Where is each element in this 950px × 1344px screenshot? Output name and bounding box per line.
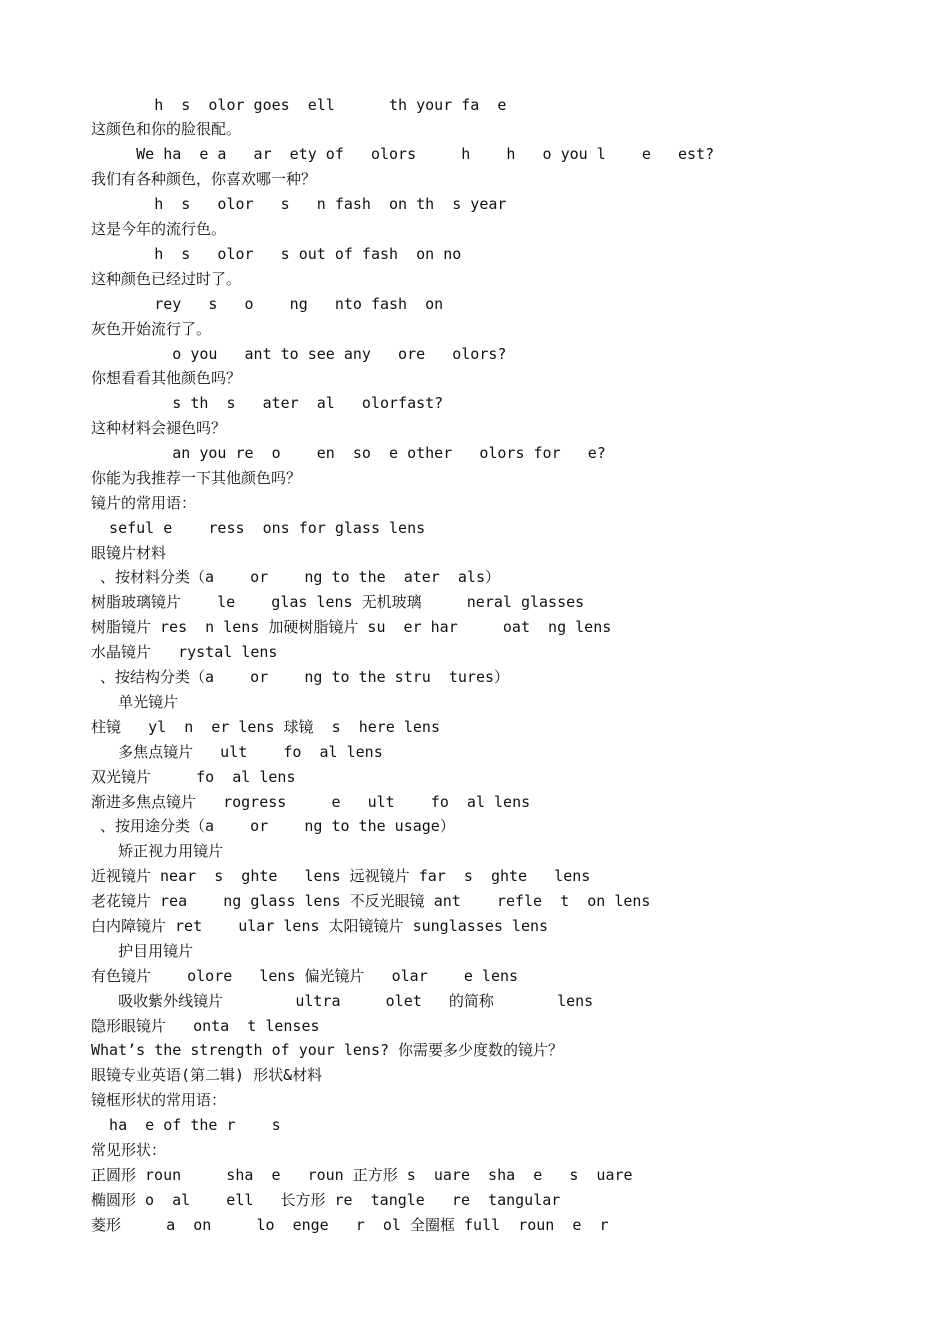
line-32: 近视镜片 near s ghte lens 远视镜片 far s ghte lens bbox=[91, 867, 591, 885]
line-36: 有色镜片 olore lens 偏光镜片 olar e lens bbox=[91, 967, 519, 985]
line-17: 镜片的常用语： bbox=[91, 494, 197, 512]
line-45: 椭圆形 o al ell 长方形 re tangle re tangular bbox=[91, 1191, 561, 1209]
line-23: 水晶镜片 rystal lens bbox=[91, 643, 278, 661]
line-16: 你能为我推荐一下其他颜色吗？ bbox=[91, 469, 302, 487]
line-13: s th s ater al olorfast? bbox=[91, 394, 444, 412]
line-18: seful e ress ons for glass lens bbox=[91, 519, 426, 537]
line-34: 白内障镜片 ret ular lens 太阳镜镜片 sunglasses lens bbox=[91, 917, 549, 935]
line-26: 柱镜 yl n er lens 球镜 s here lens bbox=[91, 718, 440, 736]
line-9: rey s o ng nto fash on bbox=[91, 295, 444, 313]
line-7: h s olor s out of fash on no bbox=[91, 245, 462, 263]
line-33: 老花镜片 rea ng glass lens 不反光眼镜 ant refle t on lens bbox=[91, 892, 651, 910]
line-22: 树脂镜片 res n lens 加硬树脂镜片 su er har oat ng lens bbox=[91, 618, 612, 636]
line-29: 渐进多焦点镜片 rogress e ult fo al lens bbox=[91, 793, 531, 811]
line-10: 灰色开始流行了。 bbox=[91, 320, 212, 338]
line-27: 多焦点镜片 ult fo al lens bbox=[91, 743, 383, 761]
line-15: an you re o en so e other olors for e? bbox=[91, 444, 606, 462]
line-11: o you ant to see any ore olors? bbox=[91, 345, 507, 363]
line-44: 正圆形 roun sha e roun 正方形 s uare sha e s uare bbox=[91, 1166, 633, 1184]
line-6: 这是今年的流行色。 bbox=[91, 220, 227, 238]
line-39: What’s the strength of your lens? 你需要多少度数的镜片？ bbox=[91, 1041, 564, 1059]
line-30: 、按用途分类（a or ng to the usage） bbox=[91, 817, 455, 835]
line-3: We ha e a ar ety of olors h h o you l e est? bbox=[91, 145, 715, 163]
line-42: ha e of the r s bbox=[91, 1116, 281, 1134]
line-8: 这种颜色已经过时了。 bbox=[91, 270, 242, 288]
line-28: 双光镜片 fo al lens bbox=[91, 768, 296, 786]
line-31: 矫正视力用镜片 bbox=[91, 842, 224, 860]
line-19: 眼镜片材料 bbox=[91, 544, 167, 562]
line-4: 我们有各种颜色，你喜欢哪一种？ bbox=[91, 170, 317, 188]
line-43: 常见形状： bbox=[91, 1141, 167, 1159]
line-24: 、按结构分类（a or ng to the stru tures） bbox=[91, 668, 510, 686]
line-14: 这种材料会褪色吗？ bbox=[91, 419, 227, 437]
line-12: 你想看看其他颜色吗？ bbox=[91, 369, 242, 387]
line-21: 树脂玻璃镜片 le glas lens 无机玻璃 neral glasses bbox=[91, 593, 585, 611]
line-1: h s olor goes ell th your fa e bbox=[91, 96, 507, 114]
line-46: 菱形 a on lo enge r ol 全圈框 full roun e r bbox=[91, 1216, 609, 1234]
line-35: 护目用镜片 bbox=[91, 942, 194, 960]
line-38: 隐形眼镜片 onta t lenses bbox=[91, 1017, 320, 1035]
line-25: 单光镜片 bbox=[91, 693, 179, 711]
line-40: 眼镜专业英语(第二辑) 形状&材料 bbox=[91, 1066, 323, 1084]
line-5: h s olor s n fash on th s year bbox=[91, 195, 507, 213]
line-37: 吸收紫外线镜片 ultra olet 的简称 lens bbox=[91, 992, 594, 1010]
line-2: 这颜色和你的脸很配。 bbox=[91, 120, 242, 138]
line-41: 镜框形状的常用语： bbox=[91, 1091, 227, 1109]
line-20: 、按材料分类（a or ng to the ater als） bbox=[91, 568, 500, 586]
